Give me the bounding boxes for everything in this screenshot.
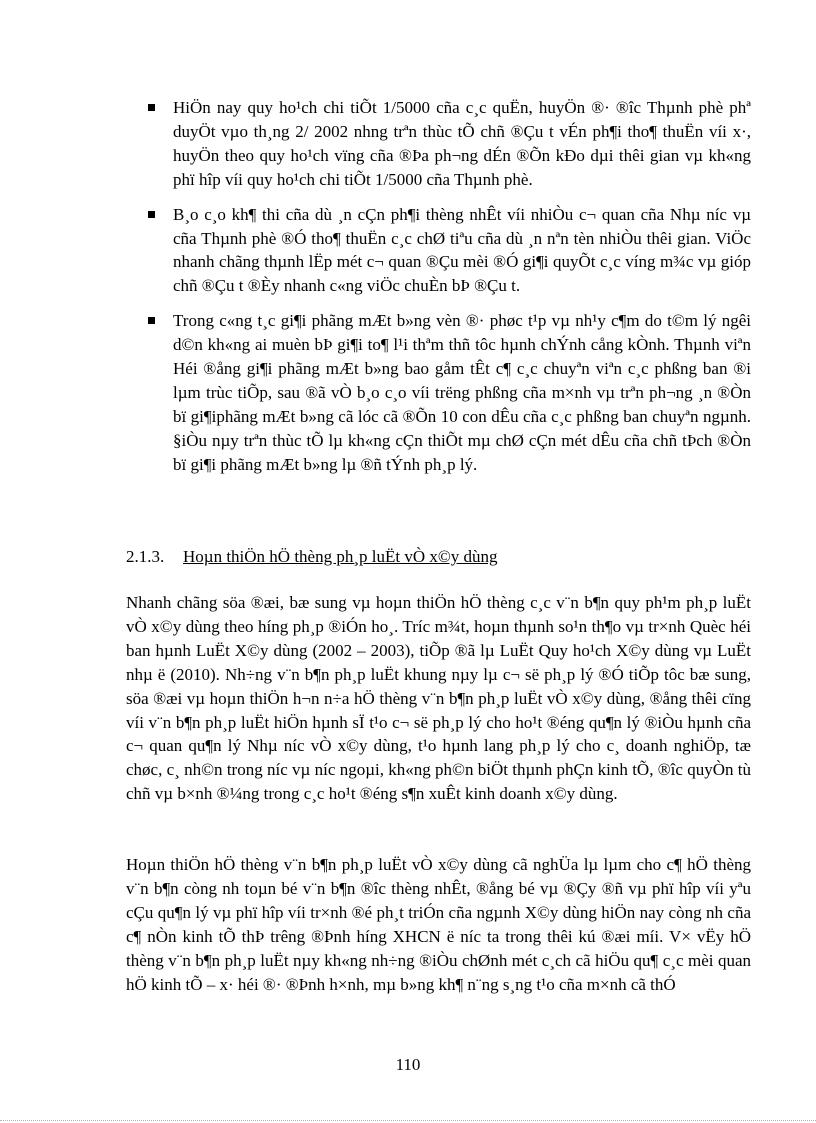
- square-bullet-icon: [148, 317, 155, 324]
- page-number: 110: [395, 1055, 421, 1074]
- bullet-item: [148, 96, 751, 192]
- section-heading: [126, 545, 746, 569]
- bullet-text: HiÖn nay quy ho¹ch chi tiÕt 1/5000 cña c¸c quËn, huyÖn ®· ®îc Thµnh phè phª duyÖt vµo th¸ng 2/ 2002 nhng trªn thùc tÕ chñ ®Çu t vÉn ph¶i tho¶ thuËn víi x·, huyÖn theo quy ho¹ch vïng cña ®Þa ph¬ng dÉn ®Õn kÐo dµi thêi gian vµ kh«ng phï hîp víi quy ho¹ch chi tiÕt 1/5000 cña Thµnh phè.: [173, 98, 751, 189]
- body-paragraph: Nhanh chãng söa ®æi, bæ sung vµ hoµn thiÖn hÖ thèng c¸c v¨n b¶n quy ph¹m ph¸p luËt vÒ x©y dùng theo híng ph¸p ®iÓn ho¸. Tríc m¾t, hoµn thµnh so¹n th¶o vµ tr×nh Quèc héi ban hµnh LuËt X©y dùng (2002 – 2003), tiÕp ®ã lµ LuËt Quy ho¹ch X©y dùng vµ LuËt nhµ ë (2010). Nh÷ng v¨n b¶n ph¸p luËt khung nµy lµ c¬ së ph¸p lý ®Ó tiÕp tôc bæ sung, söa ®æi vµ hoµn thiÖn h¬n n÷a hÖ thèng v¨n b¶n ph¸p luËt vÒ x©y dùng, ®ång thêi cïng víi v¨n b¶n ph¸p luËt hiÖn hµnh sÏ t¹o c¬ së ph¸p lý cho ho¹t ®éng qu¶n lý ®iÒu hµnh cña c¬ quan qu¶n lý Nhµ níc vÒ x©y dùng, t¹o hµnh lang ph¸p lý cho c¸ doanh nghiÖp, tæ chøc, c¸ nh©n trong níc vµ níc ngoµi, kh«ng ph©n biÖt thµnh phÇn kinh tÕ, ®îc quyÒn tù chñ vµ b×nh ®¼ng trong c¸c ho¹t ®éng s¶n xuÊt kinh doanh x©y dùng.: [126, 593, 751, 804]
- square-bullet-icon: [148, 211, 155, 218]
- bullet-item: [148, 309, 751, 476]
- bullet-text: B¸o c¸o kh¶ thi cña dù ¸n cÇn ph¶i thèng nhÊt víi nhiÒu c¬ quan cña Nhµ níc vµ cña Thµnh phè ®Ó tho¶ thuËn c¸c chØ tiªu cña dù ¸n nªn tèn nhiÒu thêi gian. ViÖc nhanh chãng thµnh lËp mét c¬ quan ®Çu mèi ®Ó gi¶i quyÕt c¸c víng m¾c vµ gióp chñ ®Çu t ®Èy nhanh c«ng viÖc chuÈn bÞ ®Çu t.: [173, 204, 751, 296]
- section-title: Hoµn thiÖn hÖ thèng ph¸p luËt vÒ x©y dùng: [183, 547, 498, 566]
- body-paragraph: Hoµn thiÖn hÖ thèng v¨n b¶n ph¸p luËt vÒ x©y dùng cã nghÜa lµ lµm cho c¶ hÖ thèng v¨n b¶n còng nh toµn bé v¨n b¶n ®îc thèng nhÊt, ®ång bé vµ ®Çy ®ñ vµ phï hîp víi yªu cÇu qu¶n lý vµ phï hîp víi tr×nh ®é ph¸t triÓn cña ngµnh X©y dùng hiÖn nay còng nh cña c¶ nÒn kinh tÕ thÞ trêng ®Þnh híng XHCN ë níc ta trong thêi kú ®æi míi. V× vËy hÖ thèng v¨n b¶n ph¸p luËt nµy kh«ng nh÷ng ®iÒu chØnh mét c¸ch cã hiÖu qu¶ c¸c mèi quan hÖ kinh tÕ – x· héi ®· ®Þnh h×nh, mµ b»ng kh¶ n¨ng s¸ng t¹o cña m×nh cã thÓ: [126, 855, 751, 994]
- bullet-text: Trong c«ng t¸c gi¶i phãng mÆt b»ng vèn ®· phøc t¹p vµ nh¹y c¶m do t©m lý ngêi d©n kh«ng ai muèn bÞ gi¶i to¶ l¹i thªm thñ tôc hµnh chÝnh cång kÒnh. Thµnh viªn Héi ®ång gi¶i phãng mÆt b»ng bao gåm tÊt c¶ c¸c chuyªn viªn c¸c phßng ban ®i lµm trùc tiÕp, sau ®ã vÒ b¸o c¸o víi trëng phßng cña m×nh vµ trªn ph¬ng ¸n ®Òn bï gi¶iphãng mÆt b»ng cã lóc cã ®Õn 10 con dÊu cña c¸c phßng ban chuyªn ngµnh. §iÒu nµy trªn thùc tÕ lµ kh«ng cÇn thiÕt mµ chØ cÇn mét dÊu cña chñ tÞch ®Òn bï gi¶i phãng mÆt b»ng lµ ®ñ tÝnh ph¸p lý.: [173, 311, 751, 474]
- bullet-item: [148, 203, 751, 299]
- bullet-list: [148, 96, 751, 488]
- square-bullet-icon: [148, 104, 155, 111]
- section-number: 2.1.3.: [126, 547, 165, 566]
- page-bottom-divider: [0, 1120, 816, 1121]
